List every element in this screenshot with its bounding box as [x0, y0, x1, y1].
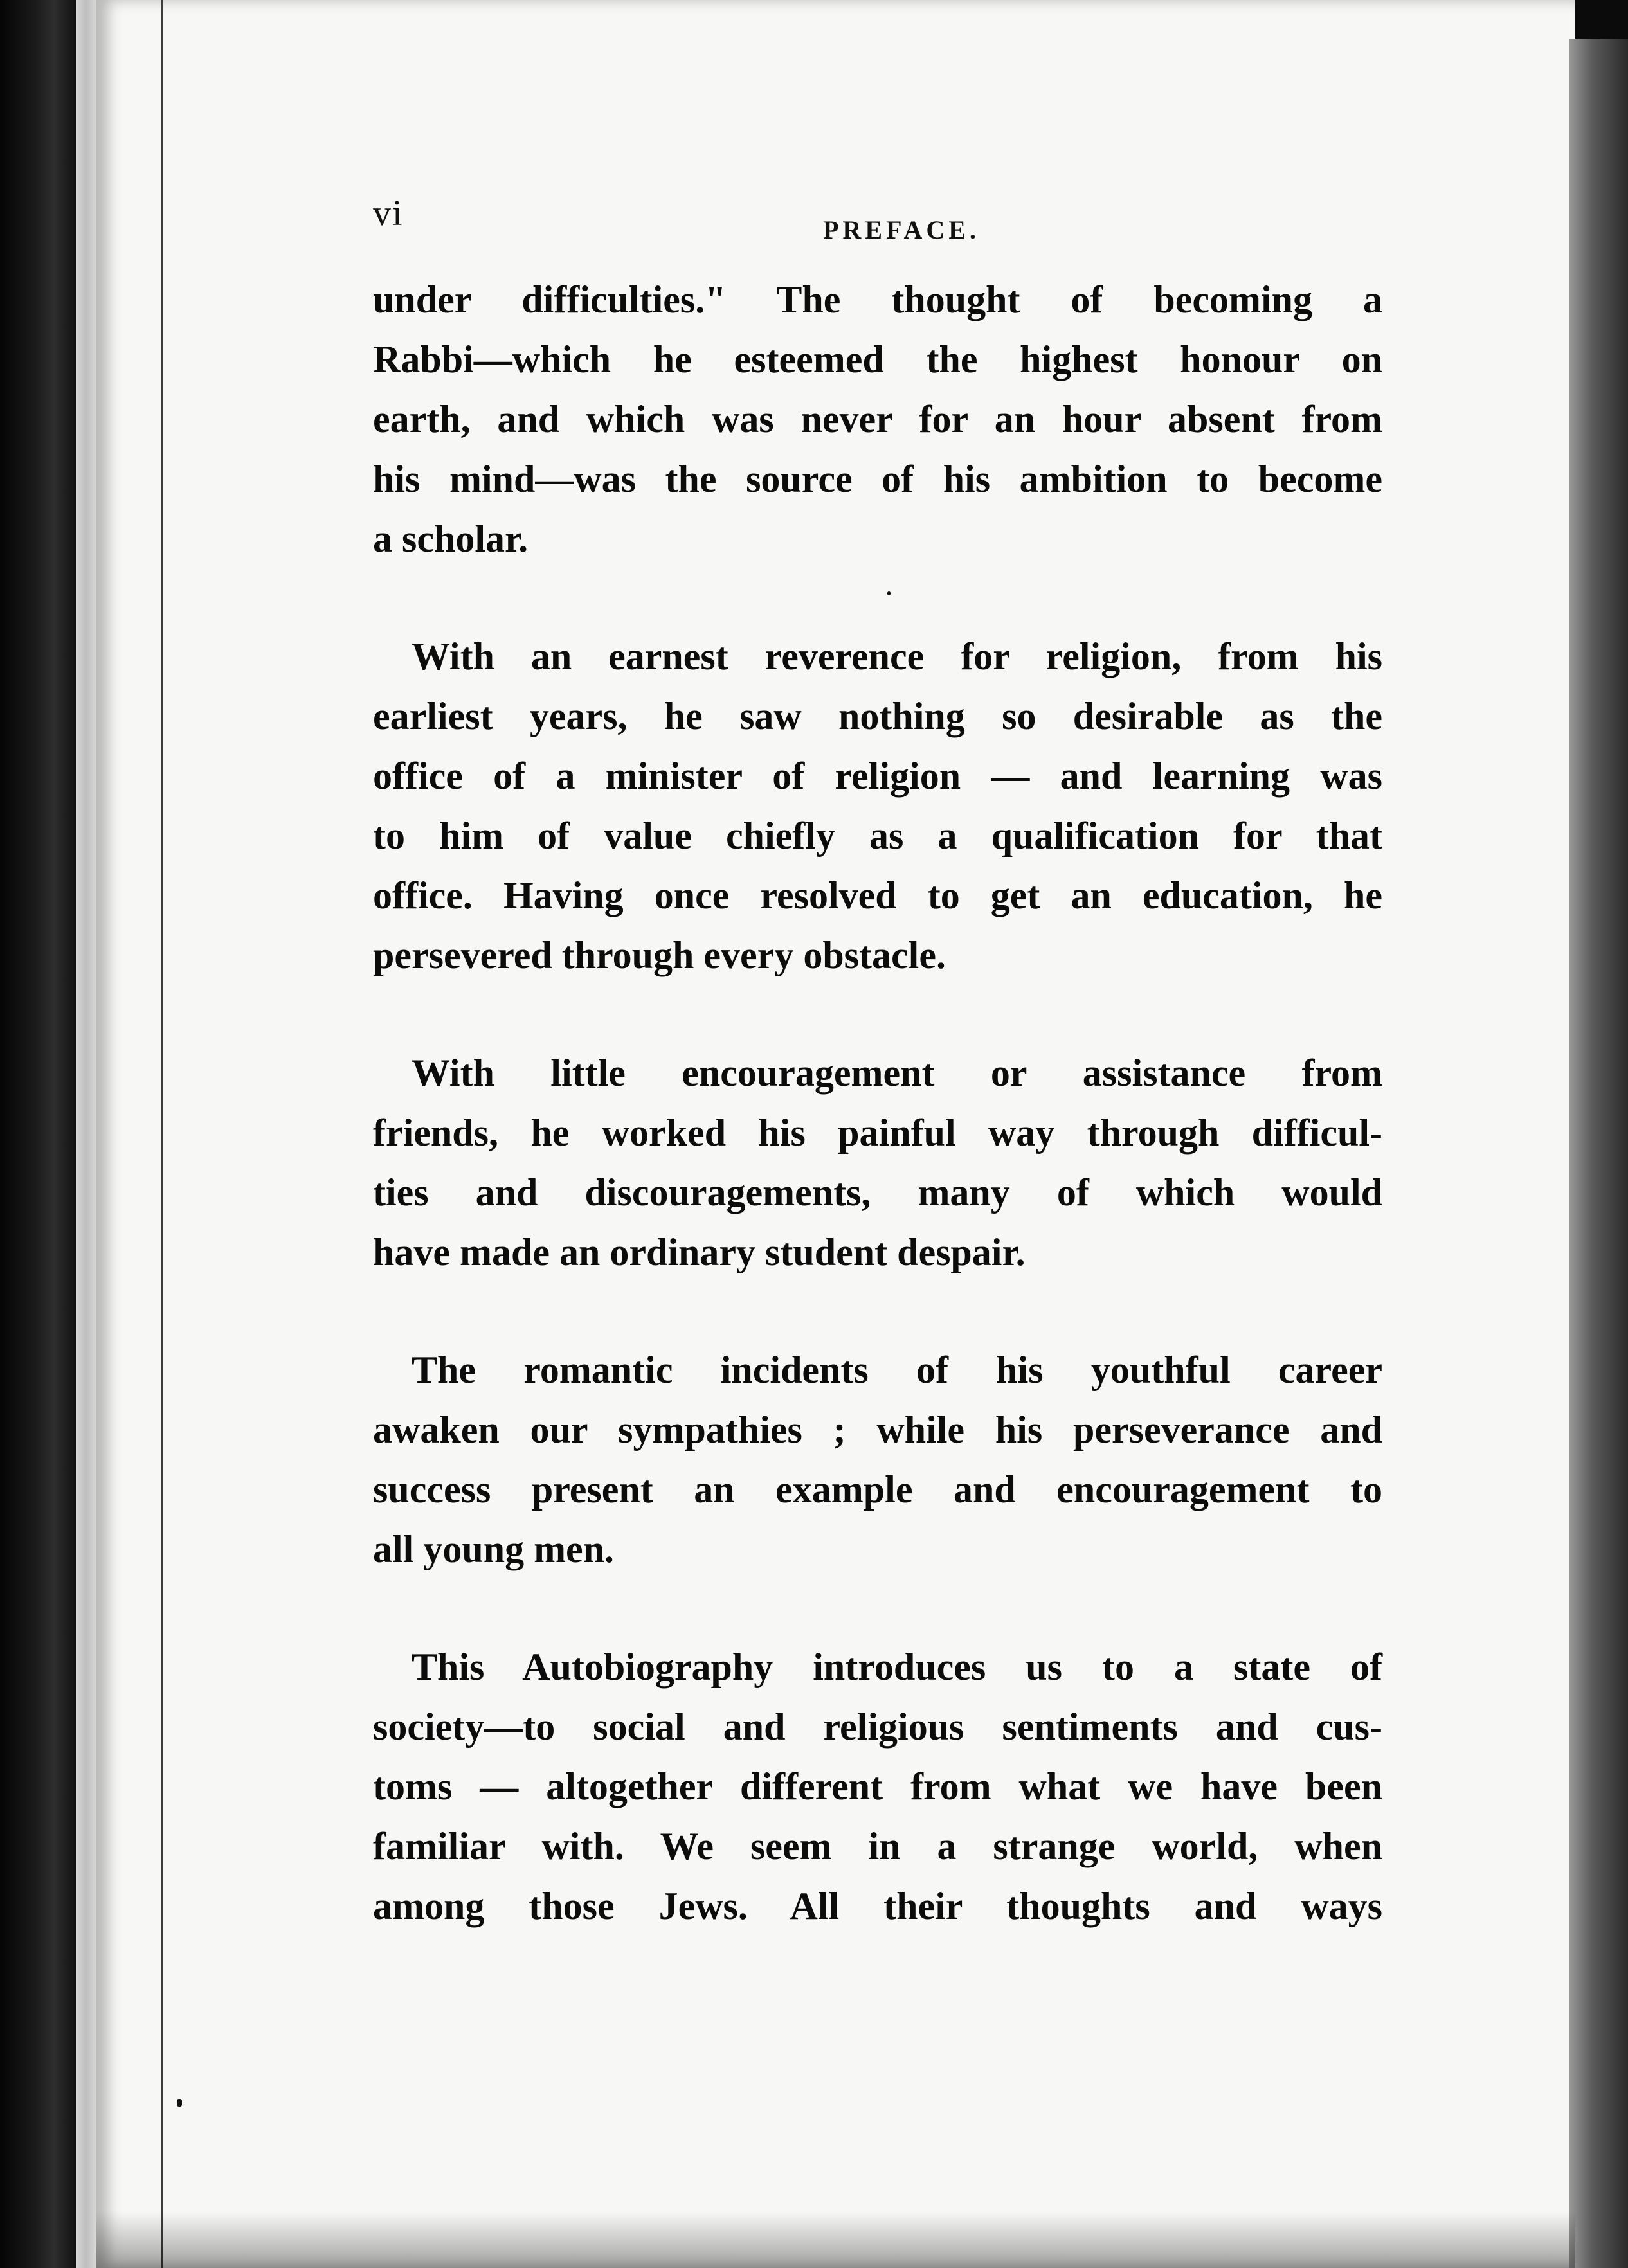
ink-speck	[887, 591, 891, 595]
paragraph-3	[373, 1043, 1382, 1282]
page-number: vi	[373, 194, 404, 233]
text-line: With an earnest reverence for religion, from his	[412, 635, 1382, 678]
page-right-edge-shadow	[1569, 39, 1628, 2268]
text-line: awaken our sympathies ; while his perseverance and	[373, 1408, 1382, 1451]
text-line: friends, he worked his painful way through difficul-	[373, 1112, 1382, 1154]
paragraph-4	[373, 1340, 1382, 1580]
text-line: to him of value chiefly as a qualification for that	[373, 815, 1382, 857]
text-line: society—to social and religious sentiments and cus-	[373, 1706, 1382, 1748]
paragraph-5	[373, 1637, 1382, 1936]
text-line: his mind—was the source of his ambition to become	[373, 458, 1382, 500]
text-line: With little encouragement or assistance from	[412, 1052, 1382, 1094]
text-line: success present an example and encouragement to	[373, 1468, 1382, 1511]
text-line: earth, and which was never for an hour absent from	[373, 398, 1382, 440]
page-bottom-shadow	[96, 2211, 1575, 2268]
running-head: PREFACE.	[823, 215, 980, 244]
text-line: a scholar.	[373, 518, 529, 560]
text-line: earliest years, he saw nothing so desirable as the	[373, 695, 1382, 737]
text-line: all young men.	[373, 1528, 615, 1571]
paragraph-2	[373, 627, 1382, 986]
ink-speck	[177, 2099, 182, 2107]
text-line: Rabbi—which he esteemed the highest honour on	[373, 338, 1382, 381]
paragraph-1	[373, 270, 1382, 569]
text-line: persevered through every obstacle.	[373, 934, 946, 977]
text-line: familiar with. We seem in a strange world, when	[373, 1825, 1382, 1868]
text-line: have made an ordinary student despair.	[373, 1231, 1026, 1274]
book-binding-edge	[0, 0, 77, 2268]
text-line: ties and discouragements, many of which would	[373, 1171, 1382, 1214]
text-line: among those Jews. All their thoughts and ways	[373, 1885, 1382, 1927]
text-line: This Autobiography introduces us to a state of	[412, 1646, 1382, 1688]
body-text	[373, 270, 1382, 1936]
text-line: office. Having once resolved to get an education, he	[373, 874, 1382, 917]
text-line: under difficulties." The thought of becoming a	[373, 278, 1382, 321]
text-line: toms — altogether different from what we have been	[373, 1765, 1382, 1808]
text-line: office of a minister of religion — and learning was	[373, 755, 1382, 797]
page-fold-line	[161, 0, 163, 2268]
text-line: The romantic incidents of his youthful career	[412, 1349, 1382, 1391]
page-header	[373, 193, 1402, 257]
